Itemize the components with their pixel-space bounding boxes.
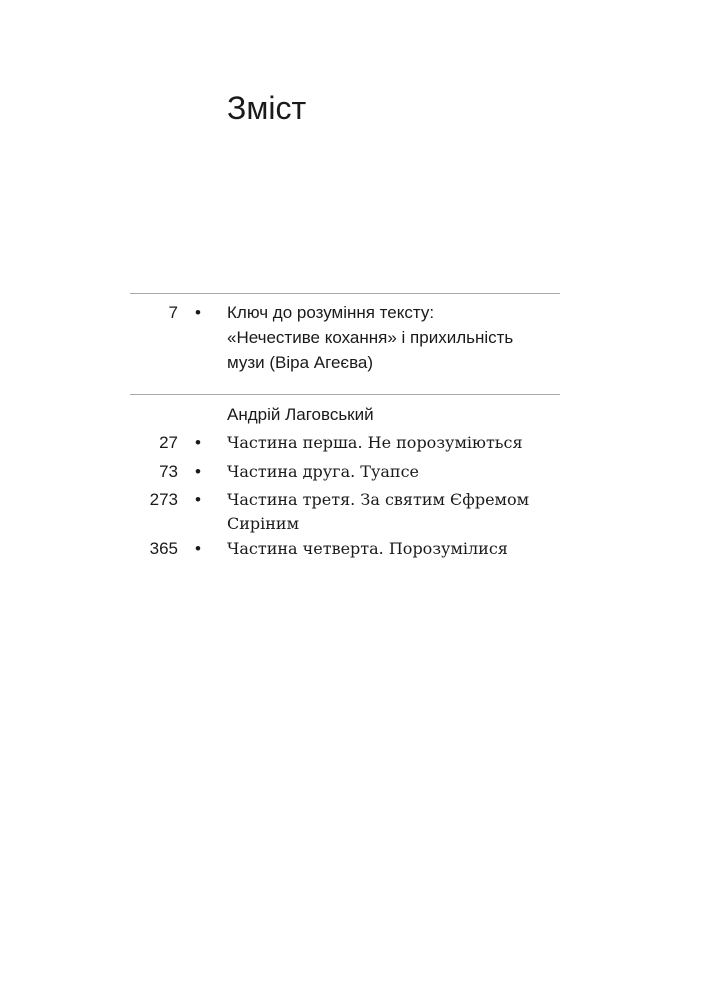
divider-top [130, 293, 560, 294]
toc-entry-title: Частина третя. За святим Єфремом Сиріним [227, 490, 530, 533]
divider-bottom [130, 394, 560, 395]
bullet-separator: • [195, 462, 201, 481]
toc-entry-title: Частина друга. Туапсе [227, 462, 419, 481]
bullet-separator: • [195, 539, 201, 558]
toc-page-number: 365 [149, 539, 178, 558]
bullet-separator: • [195, 303, 201, 322]
toc-page-number: 73 [159, 462, 178, 481]
bullet-separator: • [195, 433, 201, 452]
toc-page-number: 27 [159, 433, 178, 452]
toc-page-number: 7 [168, 303, 178, 322]
bullet-separator: • [195, 490, 201, 509]
page-title: Зміст [227, 90, 307, 126]
toc-entry-title: Ключ до розуміння тексту: «Нечестиве кохання» і прихильність музи (Віра Агеєва) [227, 303, 514, 372]
toc-entry-title: Частина четверта. Порозумілися [227, 539, 508, 558]
toc-entry-title: Частина перша. Не порозуміються [227, 433, 523, 452]
author-name: Андрій Лаговський [227, 405, 374, 424]
toc-page-number: 273 [149, 490, 178, 509]
